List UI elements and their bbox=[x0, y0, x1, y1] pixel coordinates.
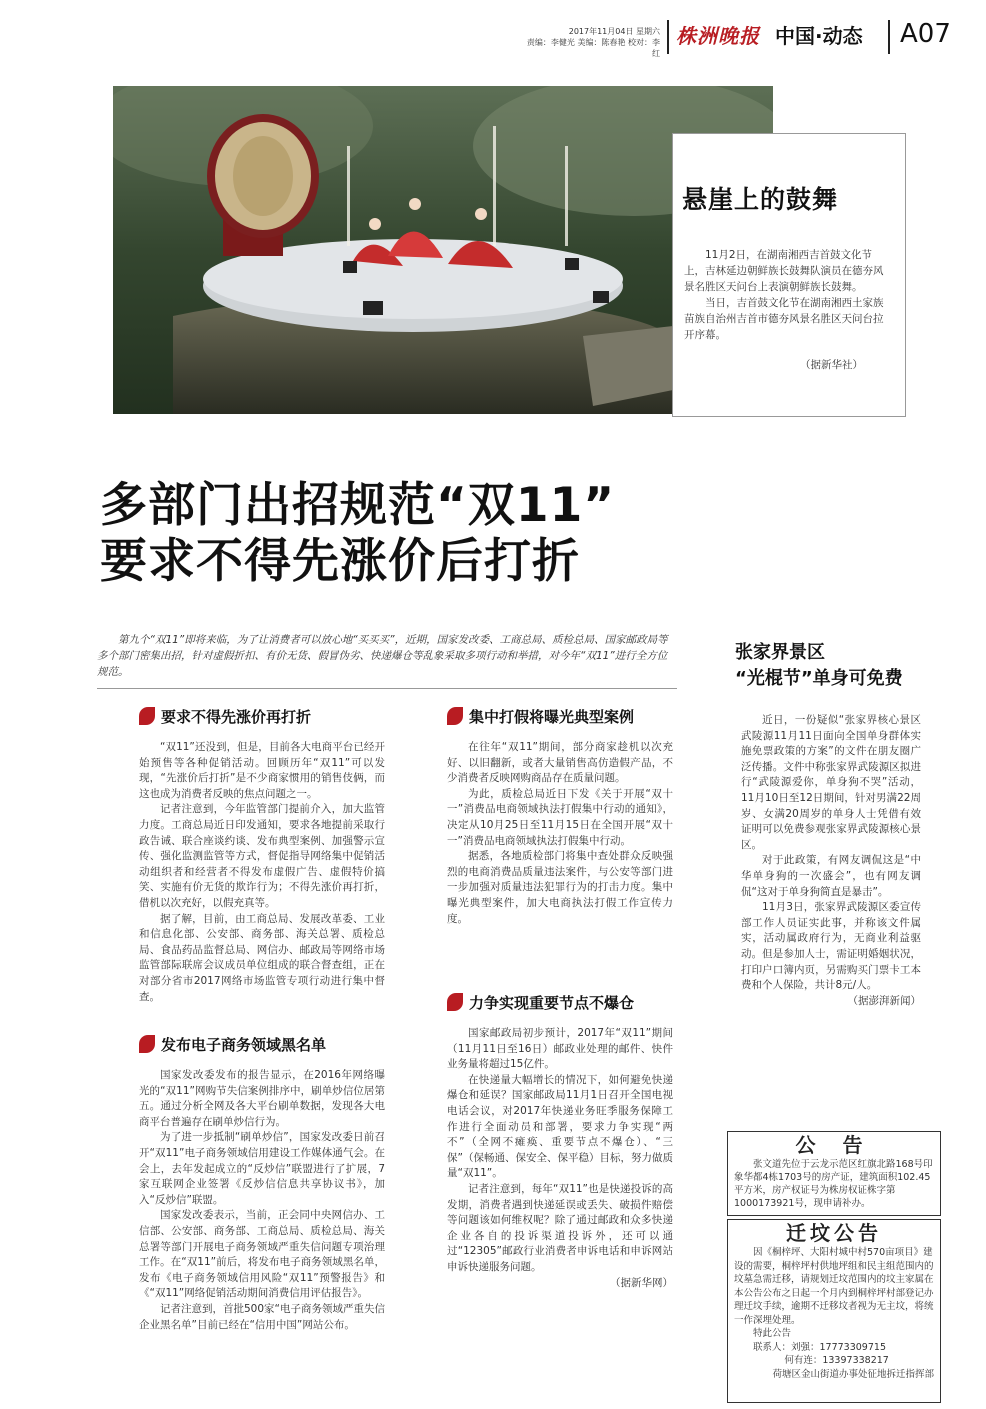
paragraph: 对于此政策，有网友调侃这是“中华单身狗的一次盛会”，也有网友调侃“这对于单身狗简直是暴击”。 bbox=[741, 854, 921, 898]
paragraph: 记者注意到，每年“双11”也是快递投诉的高发期，消费者遇到快递延误或丢失、破损件赔偿等问题该如何维权呢？除了通过邮政和众多快递企业各自的投诉渠道投诉外，还可以通过“12305”邮政行业消费者申诉电话和申诉网站申诉快递服务问题。 bbox=[447, 1182, 673, 1273]
paragraph: 近日，一份疑似“张家界核心景区武陵源11月11日面向全国单身群体实施免票政策的方案”的文件在朋友圈广泛传播。文件中称张家界武陵源区拟进行“武陵源爱你，单身狗不哭”活动，11月10日至12日期间，针对男满22周岁、女满20周岁的单身人士凭借有效证明可以免费参观张家界武陵源核心景区。 bbox=[741, 714, 921, 851]
header-meta bbox=[520, 26, 660, 59]
paragraph: 据悉，各地质检部门将集中查处群众反映强烈的电商消费品质量违法案件，与公安等部门进一步加强对质量违法犯罪行为的打击力度。集中曝光典型案件，加大电商执法打假工作宣传力度。 bbox=[447, 850, 673, 925]
notice-text: 张文道先位于云龙示范区红旗北路168号印象华都4栋1703号的房产证，建筑面积102.45平方米，房产权证号为株房权证株字第1000173921号，现申请补办。 bbox=[734, 1159, 933, 1209]
paragraph: 为此，质检总局近日下发《关于开展“双十一”消费品电商领域执法打假集中行动的通知》，决定从10月25日至11月15日在全国开展“双十一”消费品电商领域执法打假集中行动。 bbox=[447, 787, 673, 847]
notice-announcement bbox=[727, 1131, 941, 1216]
section-body bbox=[139, 1068, 385, 1333]
paragraph: 国家发改委发布的报告显示，在2016年网络曝光的“双11”网购节失信案例排序中，刷单炒信位居第五。通过分析全网及各大平台刷单数据，发现各大电商平台普遍存在刷单炒信行为。 bbox=[139, 1069, 385, 1128]
sidebar-title-line-1: 张家界景区 bbox=[735, 642, 825, 663]
editor-credits: 责编：李健光 美编：陈春艳 校对：李红 bbox=[526, 38, 660, 58]
sidebar-body bbox=[741, 713, 921, 1009]
paragraph: 国家发改委表示，当前，正会同中央网信办、工信部、公安部、商务部、工商总局、质检总局、海关总署等部门开展电子商务领域严重失信问题专项治理工作。在“双11”前后，将发布电子商务领域黑名单，发布《电子商务领域信用风险“双11”预警报告》和《“双11”网络促销活动期间消费信用评估报告》。 bbox=[139, 1209, 385, 1300]
section-name: 中国·动态 bbox=[775, 24, 863, 48]
section-heading bbox=[447, 992, 673, 1014]
section-marker-icon bbox=[447, 707, 463, 725]
section-body bbox=[447, 740, 673, 927]
section-heading bbox=[139, 706, 385, 728]
paragraph: 11月3日，张家界武陵源区委宣传部工作人员证实此事，并称该文件属实，活动属政府行为，无商业利益驱动。但是参加人士，需证明婚姻状况，打印户口簿内页，另需购买门票卡工本费和个人保险，共计8元/人。 bbox=[741, 901, 921, 992]
notice-body bbox=[728, 1246, 940, 1381]
paragraph: 国家邮政局初步预计，2017年“双11”期间（11月11日至16日）邮政业处理的邮件、快件业务量将超过15亿件。 bbox=[447, 1027, 673, 1071]
newspaper-logo: 株洲晚报 bbox=[676, 24, 760, 48]
sidebar-title-line-2: “光棍节”单身可免费 bbox=[735, 668, 903, 689]
section-heading bbox=[447, 706, 673, 728]
notice-title: 迁坟公告 bbox=[786, 1221, 882, 1245]
issue-date: 2017年11月04日 星期六 bbox=[568, 27, 660, 36]
sidebar-source: （据澎湃新闻） bbox=[847, 994, 921, 1007]
paragraph: 为了进一步抵制“刷单炒信”，国家发改委日前召开“双11”电子商务领域信用建设工作媒体通气会。在会上，去年发起成立的“反炒信”联盟进行了扩展，7家互联网企业签署《反炒信信息共享协议书》，加入“反炒信”联盟。 bbox=[139, 1131, 385, 1206]
section-marker-icon bbox=[139, 1035, 155, 1053]
sidebar-title bbox=[735, 640, 925, 692]
section-marker-icon bbox=[447, 993, 463, 1011]
paragraph: 记者注意到，今年监管部门提前介入，加大监管力度。工商总局近日印发通知，要求各地提前采取行政告诫、联合座谈约谈、发布典型案例、加强警示宣传、强化监测监管等方式，督促指导网络集中促销活动组织者和经营者不得发布虚假广告、虚假特价搞笑、实施有价无货的欺诈行为；不得先涨价再打折，借机以次充好，以假充真等。 bbox=[139, 803, 385, 909]
section-heading bbox=[139, 1034, 385, 1056]
header-divider-2 bbox=[888, 20, 890, 54]
caption-paragraph: 11月2日，在湖南湘西吉首鼓文化节上，吉林延边朝鲜族长鼓舞队演员在德夯风景名胜区天问台上表演朝鲜族长鼓舞。 bbox=[684, 249, 884, 293]
article-intro: 第九个“双11”即将来临，为了让消费者可以放心地“买买买”，近期，国家发改委、工商总局、质检总局、国家邮政局等多个部门密集出招，针对虚假折扣、有价无货、假冒伪劣、快递爆仓等乱象采取多项行动和举措，对今年“双11”进行全方位规范。 bbox=[97, 634, 668, 678]
section-title: 要求不得先涨价再打折 bbox=[161, 708, 312, 726]
intro-divider bbox=[97, 688, 677, 689]
caption-paragraph: 当日，吉首鼓文化节在湖南湘西土家族苗族自治州吉首市德夯风景名胜区天问台拉开序幕。 bbox=[684, 297, 884, 341]
paragraph: 在往年“双11”期间，部分商家趁机以次充好、以旧翻新，或者大量销售高仿造假产品，不少消费者反映网购商品存在质量问题。 bbox=[447, 741, 673, 785]
section-title: 集中打假将曝光典型案例 bbox=[469, 708, 635, 726]
paragraph: “双11”还没到，但是，目前各大电商平台已经开始预售等各种促销活动。回顾历年“双11”可以发现，“先涨价后打折”是不少商家惯用的销售伎俩，而这也成为消费者反映的焦点问题之一。 bbox=[139, 741, 385, 800]
header-divider bbox=[667, 20, 669, 54]
notice-contact: 联系人：刘强：17773309715 bbox=[753, 1341, 886, 1353]
section-title: 发布电子商务领域黑名单 bbox=[161, 1036, 327, 1054]
photo-caption bbox=[684, 247, 892, 343]
paragraph: 据了解，目前，由工商总局、发展改革委、工业和信息化部、公安部、商务部、海关总署、质检总局、食品药品监督总局、网信办、邮政局等网络市场监管部际联席会议成员单位组成的联合督查组，正在对部分省市2017网络市场监管专项行动进行集中督查。 bbox=[139, 912, 385, 1003]
headline-line-2: 要求不得先涨价后打折 bbox=[100, 534, 580, 589]
notice-title: 公 告 bbox=[795, 1133, 873, 1157]
notice-grave-relocation bbox=[727, 1219, 941, 1403]
notice-contact: 何有连：13397338217 bbox=[784, 1355, 889, 1366]
section-body bbox=[447, 1026, 673, 1291]
section-body bbox=[139, 740, 385, 1005]
paragraph: 记者注意到，首批500家“电子商务领域严重失信企业黑名单”目前已经在“信用中国”网站公布。 bbox=[139, 1302, 385, 1331]
photo-source: （据新华社） bbox=[800, 359, 863, 371]
section-marker-icon bbox=[139, 707, 155, 725]
notice-text: 因《桐梓坪、大阳村城中村570亩项目》建设的需要，桐梓坪村供地坪组和民主组范围内的坟墓急需迁移，请规划迁坟范围内的坟主家属在本公告公布之日起一个月内到桐梓坪村部登记办理迁坟手续，逾期不迁移坟者视为无主坟，将统一作深埋处理。 bbox=[734, 1247, 934, 1326]
photo-title: 悬崖上的鼓舞 bbox=[682, 185, 839, 214]
notice-org: 荷塘区金山街道办事处征地拆迁指挥部 bbox=[772, 1368, 934, 1380]
article-source: （据新华网） bbox=[610, 1276, 673, 1289]
notice-label: 特此公告 bbox=[753, 1328, 792, 1339]
page-number: A07 bbox=[900, 19, 951, 49]
section-title: 力争实现重要节点不爆仓 bbox=[469, 994, 635, 1012]
paragraph: 在快递量大幅增长的情况下，如何避免快递爆仓和延误？国家邮政局11月1日召开全国电视电话会议，对2017年快递业务旺季服务保障工作进行全面动员和部署，要求力争实现“两不”（全网不瘫痪、重要节点不爆仓）、“三保”（保畅通、保安全、保平稳）目标，努力做质量“双11”。 bbox=[447, 1073, 673, 1180]
headline-line-1: 多部门出招规范“双11” bbox=[100, 478, 616, 533]
headline bbox=[100, 478, 740, 590]
